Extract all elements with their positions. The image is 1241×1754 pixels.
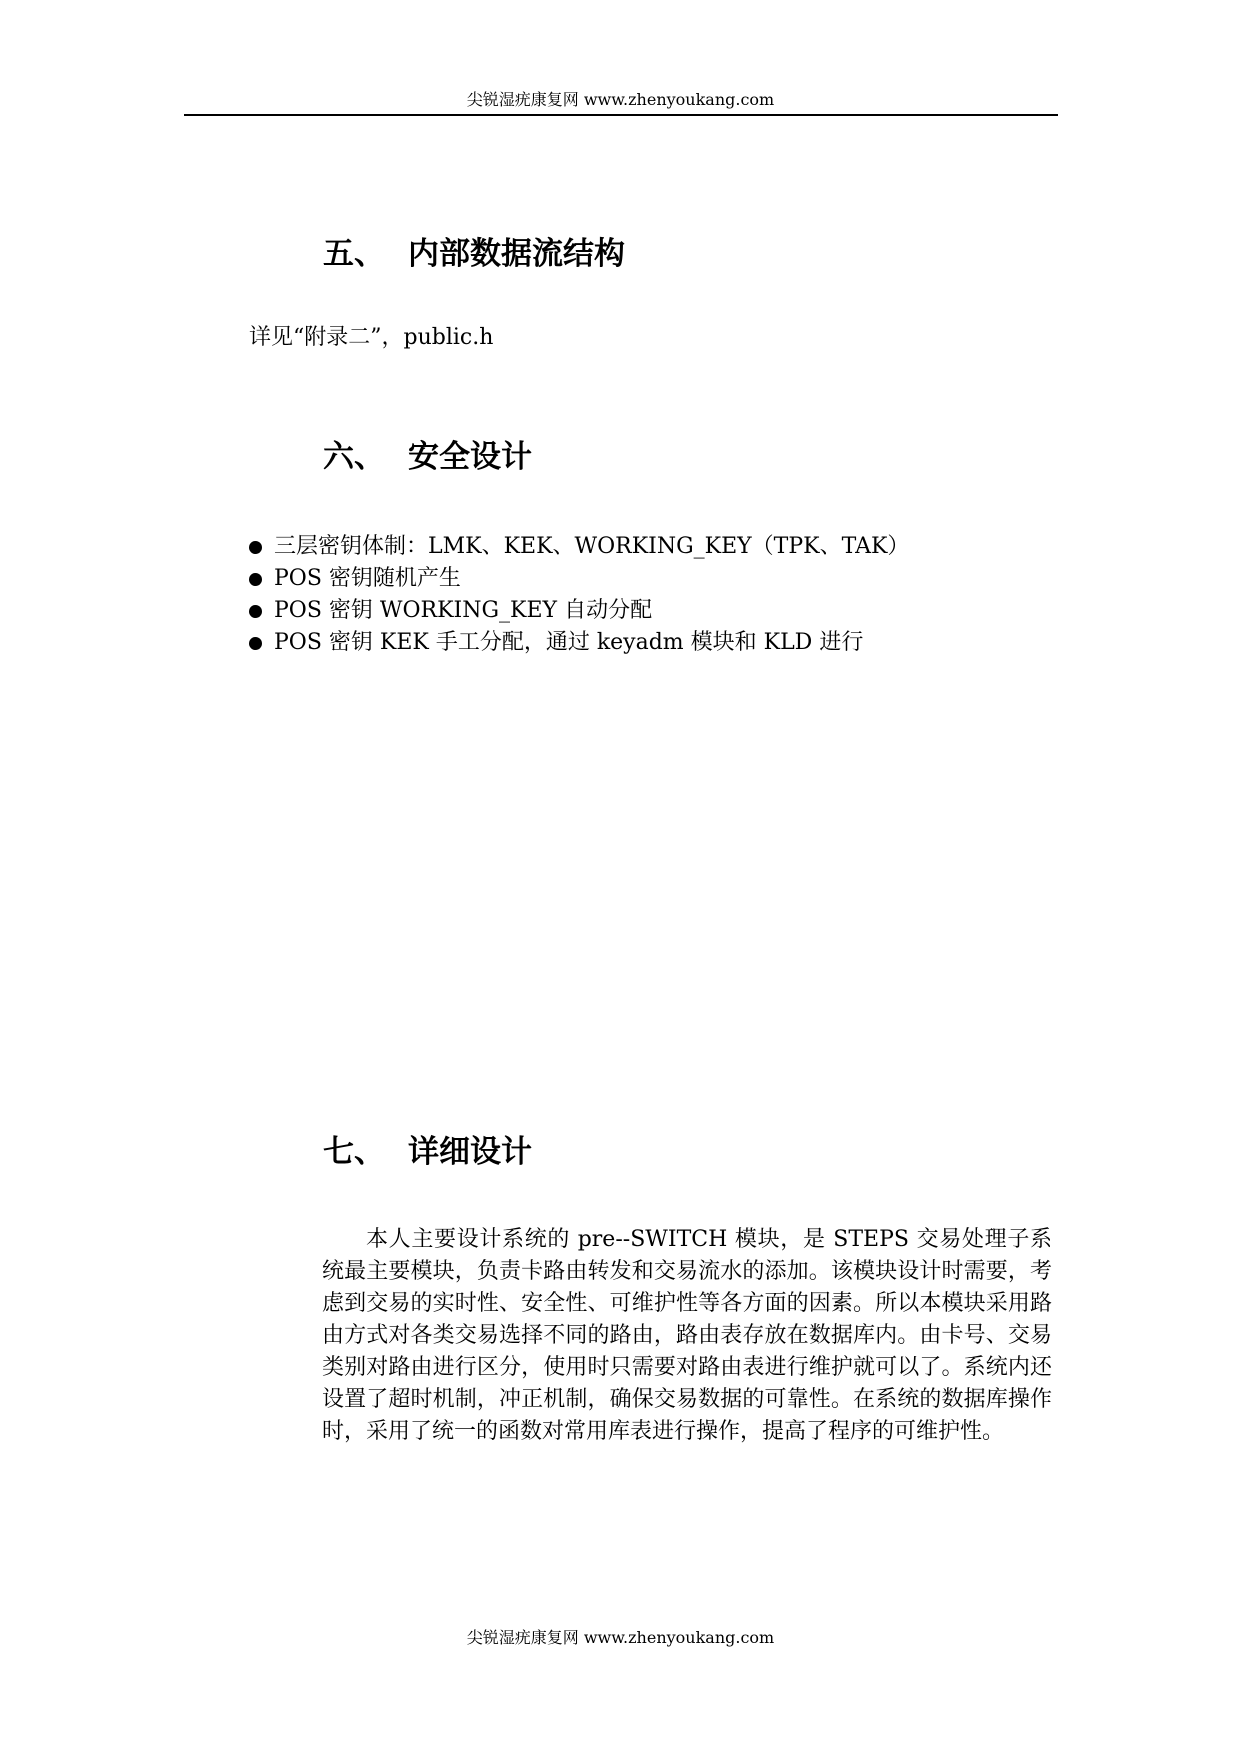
list-item-text: POS 密钥 WORKING_KEY 自动分配 xyxy=(274,598,653,623)
section-7-heading xyxy=(323,1132,532,1172)
section-6-number: 六、 xyxy=(323,439,385,475)
list-item-text: 三层密钥体制：LMK、KEK、WORKING_KEY（TPK、TAK） xyxy=(274,534,910,559)
security-bullet-list xyxy=(249,531,909,659)
section-6-heading xyxy=(323,437,532,477)
bullet-icon xyxy=(249,573,262,586)
bullet-icon xyxy=(249,637,262,650)
bullet-icon xyxy=(249,541,262,554)
section-7-number: 七、 xyxy=(323,1134,385,1170)
header-rule xyxy=(184,114,1058,116)
bullet-icon xyxy=(249,605,262,618)
list-item xyxy=(249,563,909,595)
page-header: 尖锐湿疣康复网 www.zhenyoukang.com xyxy=(466,90,775,109)
section-6-title: 安全设计 xyxy=(408,439,532,475)
list-item-text: POS 密钥随机产生 xyxy=(274,566,461,591)
list-item-text: POS 密钥 KEK 手工分配，通过 keyadm 模块和 KLD 进行 xyxy=(274,630,864,655)
section-5-number: 五、 xyxy=(323,236,385,272)
section-5-title: 内部数据流结构 xyxy=(408,236,625,272)
list-item xyxy=(249,531,909,563)
page-footer: 尖锐湿疣康复网 www.zhenyoukang.com xyxy=(466,1628,775,1647)
list-item xyxy=(249,627,909,659)
list-item xyxy=(249,595,909,627)
section-5-heading xyxy=(323,234,625,274)
section-7-title: 详细设计 xyxy=(408,1134,532,1170)
section-5-body: 详见“附录二”，public.h xyxy=(249,325,494,350)
section-7-paragraph: 本人主要设计系统的 pre--SWITCH 模块，是 STEPS 交易处理子系统最主要模块，负责卡路由转发和交易流水的添加。该模块设计时需要，考虑到交易的实时性、安全性、可维护性等各方面的因素。所以本模块采用路由方式对各类交易选择不同的路由，路由表存放在数据库内。由卡号、交易类别对路由进行区分，使用时只需要对路由表进行维护就可以了。系统内还设置了超时机制，冲正机制，确保交易数据的可靠性。在系统的数据库操作时，采用了统一的函数对常用库表进行操作，提高了程序的可维护性。 xyxy=(322,1227,1052,1444)
